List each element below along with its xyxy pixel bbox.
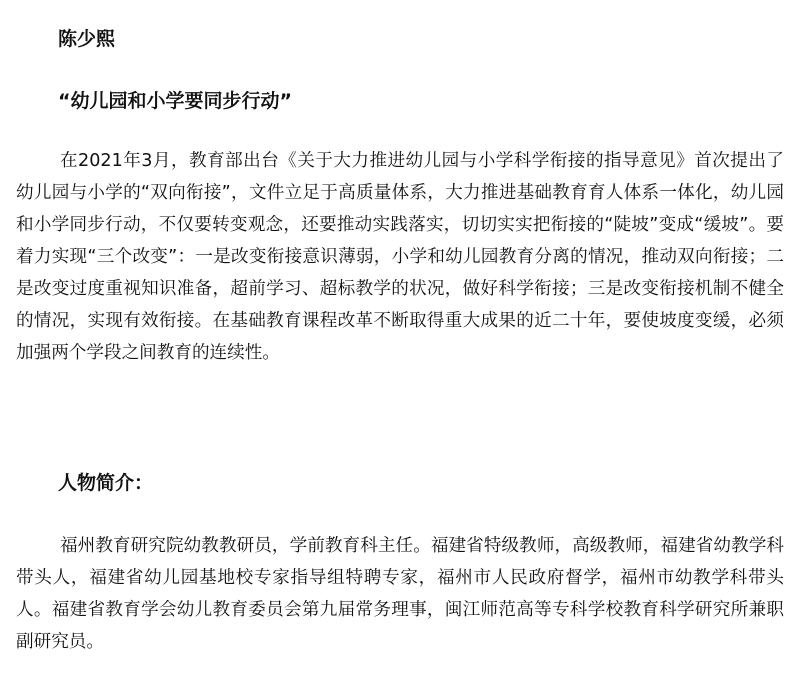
author-name: 陈少熙 [58, 28, 116, 50]
article-title: “幼儿园和小学要同步行动” [58, 90, 292, 112]
body-paragraph: 在2021年3月，教育部出台《关于大力推进幼儿园与小学科学衔接的指导意见》首次提出了幼儿园与小学的“双向衔接”，文件立足于高质量体系，大力推进基础教育育人体系一体化，幼儿园和小学同步行动，不仅要转变观念，还要推动实践落实，切切实实把衔接的“陡坡”变成“缓坡”。要着力实现“三个改变”：一是改变衔接意识薄弱，小学和幼儿园教育分离的情况，推动双向衔接；二是改变过度重视知识准备，超前学习、超标教学的状况，做好科学衔接；三是改变衔接机制不健全的情况，实现有效衔接。在基础教育课程改革不断取得重大成果的近二十年，要使坡度变缓，必须加强两个学段之间教育的连续性。 [16, 151, 784, 363]
bio-heading: 人物简介： [58, 472, 154, 494]
bio-paragraph: 福州教育研究院幼教教研员，学前教育科主任。福建省特级教师，高级教师，福建省幼教学科带头人，福建省幼儿园基地校专家指导组特聘专家，福州市人民政府督学，福州市幼教学科带头人。福建省教育学会幼儿教育委员会第九届常务理事，闽江师范高等专科学校教育科学研究所兼职副研究员。 [16, 536, 784, 652]
